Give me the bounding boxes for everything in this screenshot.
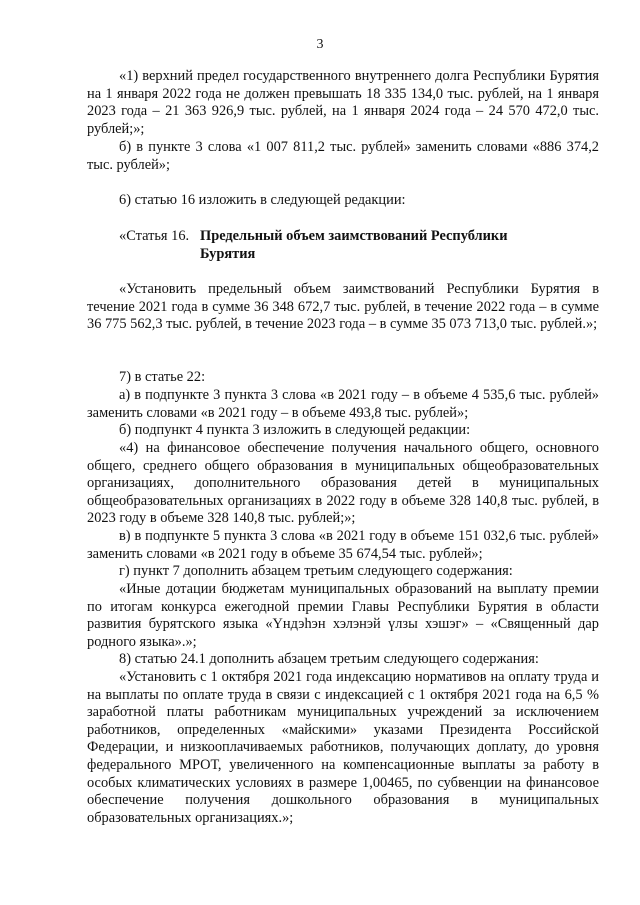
paragraph-item-v: в) в подпункте 5 пункта 3 слова «в 2021 году в объеме 151 032,6 тыс. рублей» заменить словами «в 2021 году в объеме 35 674,54 тыс. рублей»; [87, 528, 599, 562]
paragraph-article-16-intro: 6) статью 16 изложить в следующей редакции: [119, 192, 406, 208]
paragraph-debt-limit: «1) верхний предел государственного внутреннего долга Республики Бурятия на 1 января 2022 года не должен превышать 18 335 134,0 тыс. рублей, на 1 января 2023 года – 21 363 926,9 тыс. рублей, на 1 января 2024 года – 24 570 472,0 тыс. рублей;»; [87, 68, 599, 137]
paragraph-item-b: б) подпункт 4 пункта 3 изложить в следующей редакции: [119, 422, 471, 438]
paragraph-borrowing-limit: «Установить предельный объем заимствований Республики Бурятия в течение 2021 года в сумме 36 348 672,7 тыс. рублей, в течение 2022 года – в сумме 36 775 562,3 тыс. рублей, в течение 2023 года – в сумме 35 073 713,0 тыс. рублей.»; [87, 281, 599, 333]
paragraph-grants-buryat-language: «Иные дотации бюджетам муниципальных образований на выплату премии по итогам конкурса ежегодной премии Главы Республики Бурятия в области развития бурятского языка «Үндэһэн хэлэнэй үлзы хэшэг» – «Священный дар родного языка».»; [87, 581, 599, 650]
paragraph-article-22-intro: 7) в статье 22: [119, 369, 206, 385]
paragraph-wage-indexation: «Установить с 1 октября 2021 года индексацию нормативов на оплату труда и на выплаты по оплате труда в связи с индексацией с 1 октября 2021 года на 6,5 % заработной платы работникам муниципальных учреждений за исключением работников, определенных «майскими» указами Президента Российской Федерации, и низкооплачиваемых работников, получающих доплату, до уровня федерального МРОТ, увеличенного на компенсационные выплаты за работу в особых климатических условиях в размере 1,00465, по субвенции на финансовое обеспечение получения дошкольного образования в муниципальных образовательных организациях.»; [87, 669, 599, 826]
article-16-prefix: «Статья 16. [119, 228, 190, 244]
paragraph-item-a: а) в подпункте 3 пункта 3 слова «в 2021 году – в объеме 4 535,6 тыс. рублей» заменить словами «в 2021 году – в объеме 493,8 тыс. рублей»; [87, 387, 599, 421]
paragraph-article-24-1-intro: 8) статью 24.1 дополнить абзацем третьим следующего содержания: [119, 651, 539, 667]
article-16-title: Предельный объем заимствований Республики Бурятия [200, 228, 508, 262]
page-number: 3 [316, 37, 324, 52]
paragraph-item-g: г) пункт 7 дополнить абзацем третьим следующего содержания: [119, 563, 513, 579]
paragraph-item-3-replacement: б) в пункте 3 слова «1 007 811,2 тыс. рублей» заменить словами «886 374,2 тыс. рублей»; [87, 139, 599, 173]
paragraph-item-4-education: «4) на финансовое обеспечение получения начального общего, основного общего, среднего общего образования в муниципальных общеобразовательных организациях, дополнительного образования детей в муниципальных общеобразовательных организациях в 2022 году в объеме 328 140,8 тыс. рублей, в 2023 году в объеме 328 140,8 тыс. рублей;»; [87, 440, 599, 527]
